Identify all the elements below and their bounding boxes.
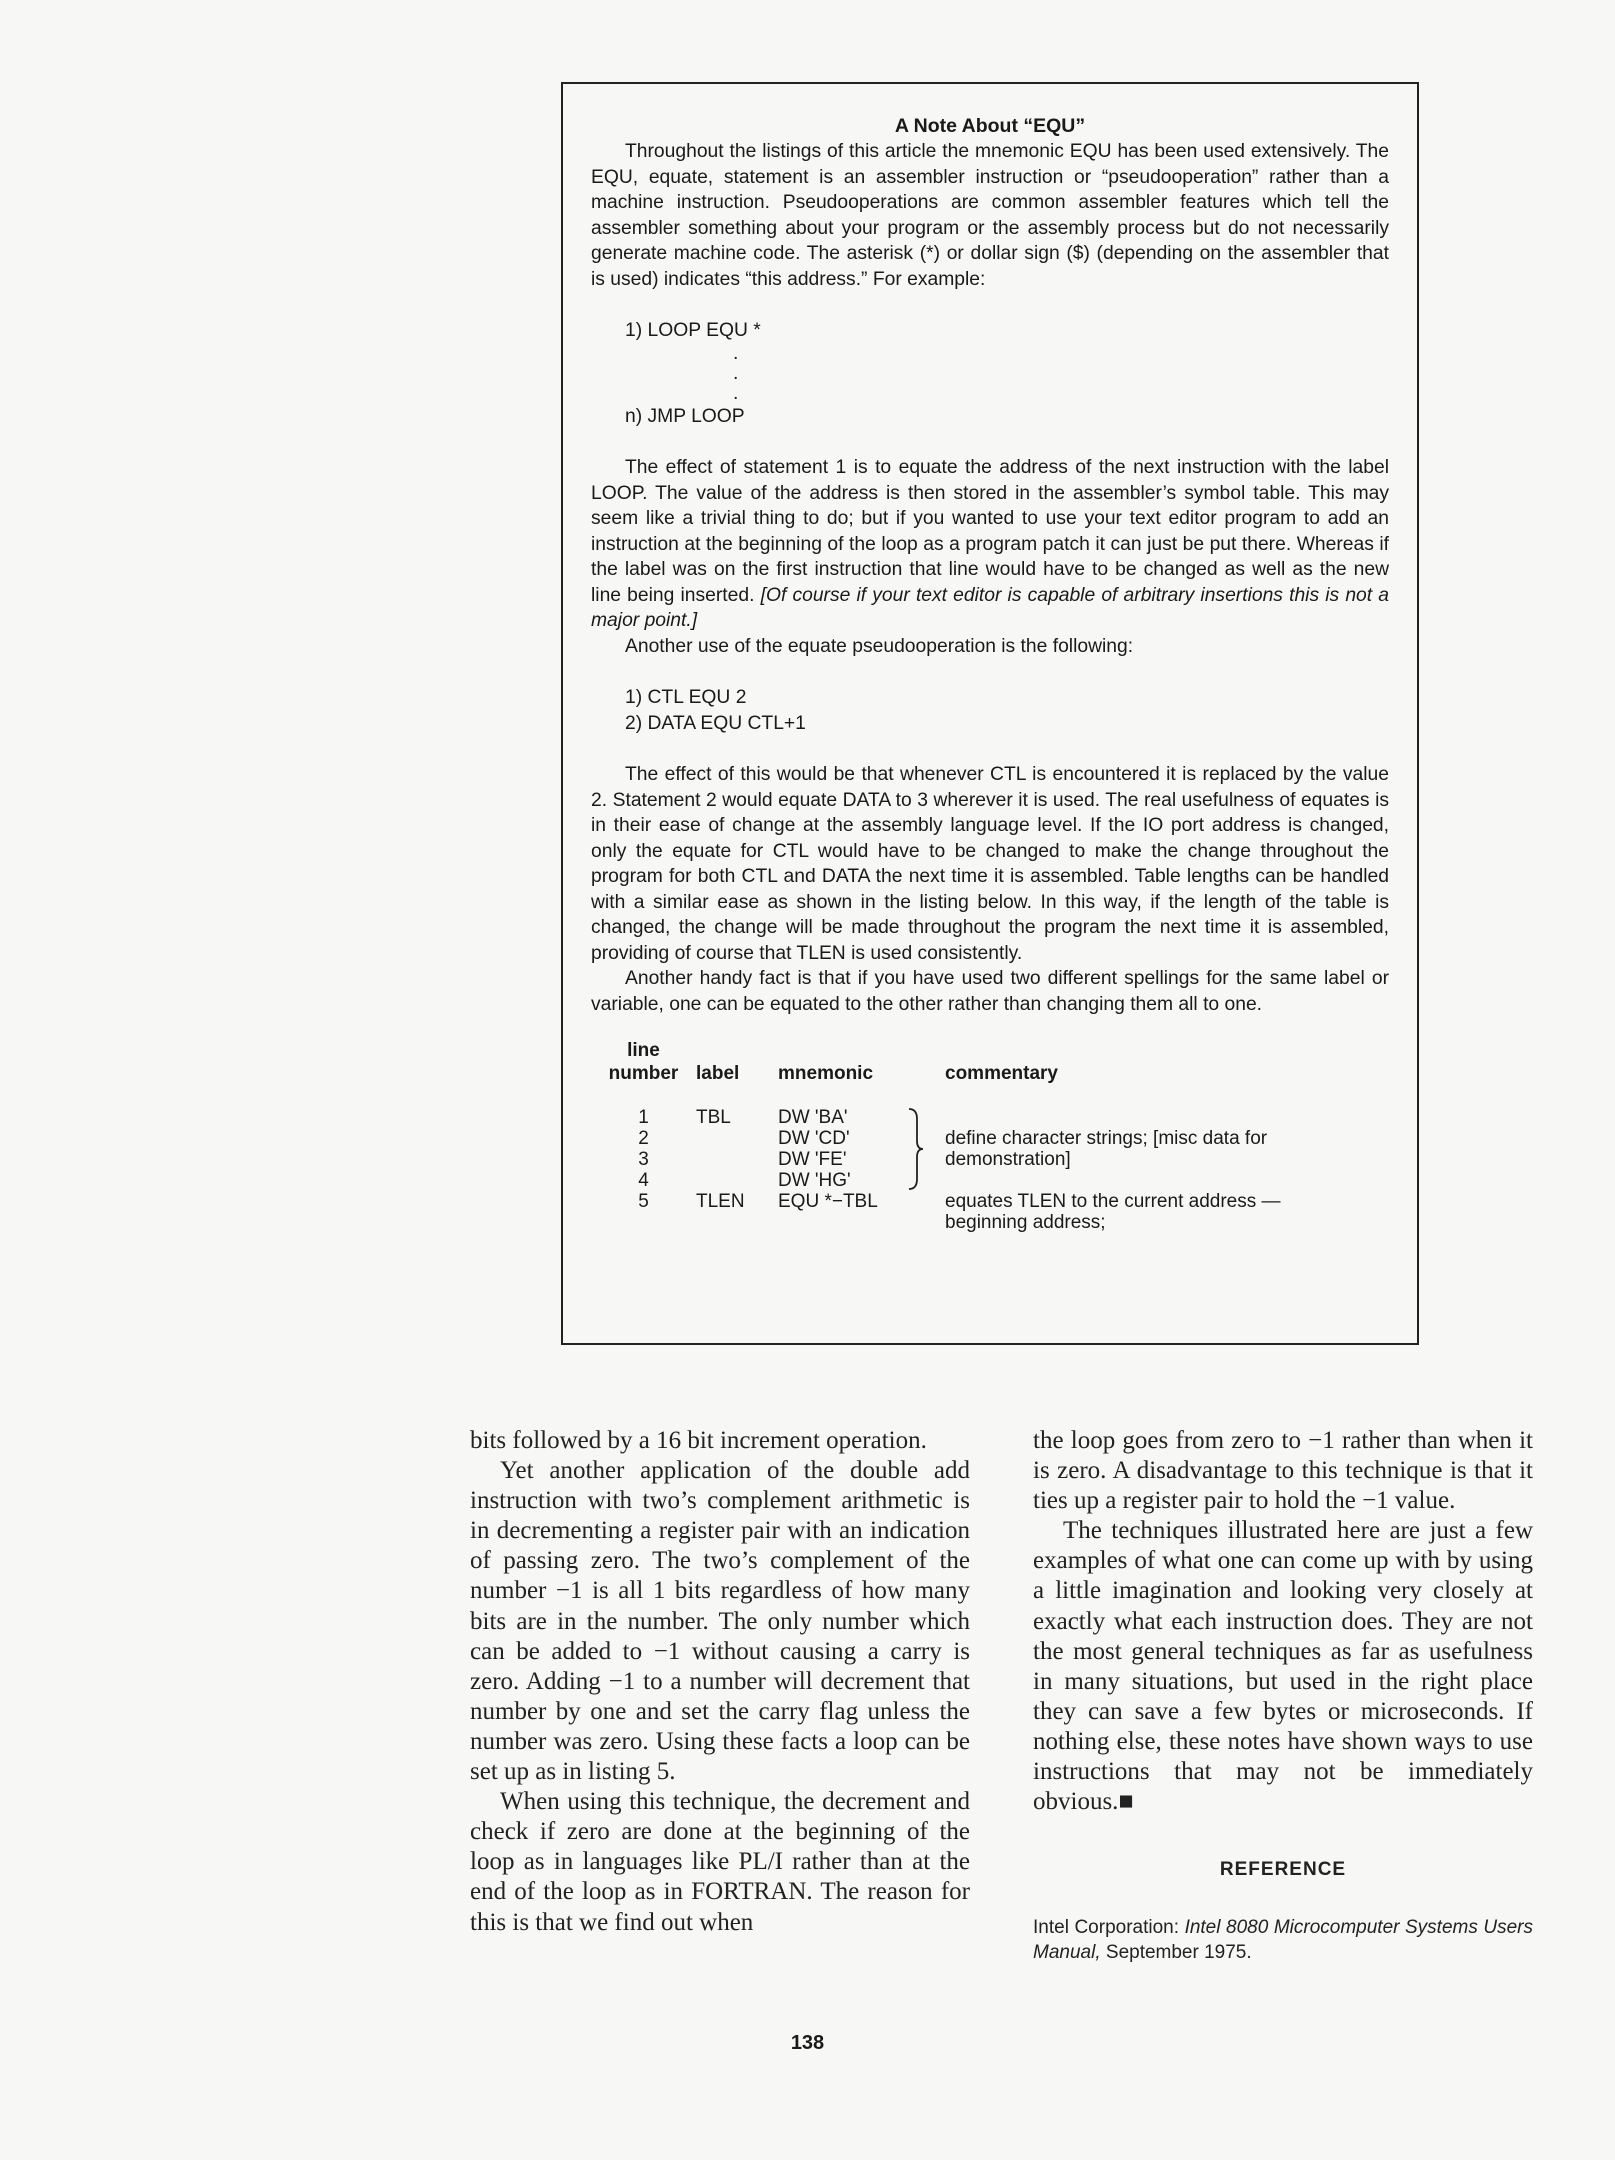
sidebar-paragraph: Throughout the listings of this article the mnemonic EQU has been used extensively. The EQU, equate, statement is an assembler instruction or “pseudooperation” rather than a machine instruction. Pseudooperations are common assembler features which tell the assembler something about your program or the assembly process but do not necessarily generate machine code. The asterisk (*) or dollar sign ($) (depending on the assembler that is used) indicates “this address.” For example:	[591, 141, 1389, 290]
header-label: label	[696, 1063, 740, 1084]
ellipsis-dot: .	[733, 362, 739, 384]
table-row: 3 DW 'FE'	[638, 1149, 847, 1170]
code-line: 2) DATA EQU CTL+1	[625, 712, 806, 734]
table-row: 4 DW 'HG'	[638, 1170, 851, 1191]
body-column-left	[470, 1426, 970, 1938]
sidebar-title: A Note About “EQU”	[894, 115, 1086, 137]
ellipsis-dot: .	[733, 342, 739, 364]
table-row: 5 TLEN EQU *−TBL equates TLEN to the current address — beginning address;	[591, 1191, 1365, 1233]
body-column-right	[1033, 1426, 1533, 1965]
italic-aside: [Of course if your text editor is capable of arbitrary insertions this is not a major point.]	[591, 584, 1390, 631]
header-mnemonic: mnemonic	[778, 1063, 874, 1084]
page-number: 138	[790, 2032, 825, 2054]
sidebar-paragraph: The effect of statement 1 is to equate the address of the next instruction with the label LOOP. The value of the address is then stored in the assembler’s symbol table. This may seem like a trivial thing to do; but if you wanted to use your text editor program to add an instruction at the beginning of the loop as a program patch it can just be put there. Whereas if the label was on the first instruction that line would have to be changed as well as the new line being inserted. [Of course if your text editor is capable of arbitrary insertions this is not a major point.]	[591, 457, 1390, 631]
code-line: n) JMP LOOP	[625, 405, 745, 427]
body-paragraph: Yet another application of the double add instruction with two’s complement arithmetic is in decrementing a register pair with an indication of passing zero. The two’s complement of the number −1 is all 1 bits regardless of how many bits are in the number. The only number which can be added to −1 without causing a carry is zero. Adding −1 to a number will decrement that number by one and set the carry flag unless the number was zero. Using these facts a loop can be set up as in listing 5.	[470, 1457, 970, 1786]
sidebar-paragraph: Another handy fact is that if you have used two different spellings for the same label or variable, one can be equated to the other rather than changing them all to one.	[591, 968, 1389, 1015]
header-line-number: line number	[608, 1040, 679, 1084]
code-line: 1) CTL EQU 2	[625, 687, 747, 708]
equ-sidebar-box	[561, 82, 1419, 1345]
reference-heading: REFERENCE	[1219, 1859, 1347, 1881]
curly-brace-icon	[905, 1107, 925, 1191]
body-paragraph: the loop goes from zero to −1 rather than when it is zero. A disadvantage to this technique is that it ties up a register pair to hold the −1 value.	[1033, 1427, 1533, 1515]
sidebar-paragraph: Another use of the equate pseudooperation is the following:	[625, 635, 1134, 657]
sidebar-paragraph: The effect of this would be that whenever CTL is encountered it is replaced by the value 2. Statement 2 would equate DATA to 3 wherever it is used. The real usefulness of equates is in their ease of change at the assembly language level. If the IO port address is changed, only the equate for CTL would have to be changed to make the change throughout the program for both CTL and DATA the next time it is assembled. Table lengths can be handled with a similar ease as shown in the listing below. In this way, if the length of the table is changed, the change will be made throughout the program the next time it is assembled, providing of course that TLEN is used consistently.	[591, 764, 1389, 964]
header-commentary: commentary	[945, 1063, 1058, 1084]
body-paragraph: When using this technique, the decrement and check if zero are done at the beginning of the loop as in languages like PL/I rather than at the end of the loop as in FORTRAN. The reason for this is that we find out when	[470, 1788, 970, 1936]
table-row: 2 DW 'CD'	[638, 1128, 850, 1149]
commentary-strings: define character strings; [misc data for demonstration]	[945, 1128, 1268, 1170]
table-row: 1 TBL DW 'BA' define character strings; [misc data for demonstration]	[591, 1107, 1365, 1128]
body-paragraph: The techniques illustrated here are just a few examples of what one can come up with by using a little imagination and looking very closely at exactly what each instruction does. They are not the most general techniques as far as usefulness in many situations, but used in the right place they can save a few bytes or microseconds. If nothing else, these notes have shown ways to use instructions that may not be immediately obvious.■	[1033, 1517, 1533, 1816]
equ-listing-table	[591, 1039, 1365, 1233]
commentary-tlen: equates TLEN to the current address — beginning address;	[945, 1191, 1281, 1233]
reference-entry: Intel Corporation: Intel 8080 Microcomputer Systems Users Manual, September 1975.	[1033, 1917, 1534, 1964]
code-line: 1) LOOP EQU *	[625, 320, 761, 341]
end-mark-icon: ■	[1118, 1788, 1134, 1816]
body-paragraph: bits followed by a 16 bit increment operation.	[470, 1427, 927, 1454]
ellipsis-dot: .	[733, 382, 739, 404]
